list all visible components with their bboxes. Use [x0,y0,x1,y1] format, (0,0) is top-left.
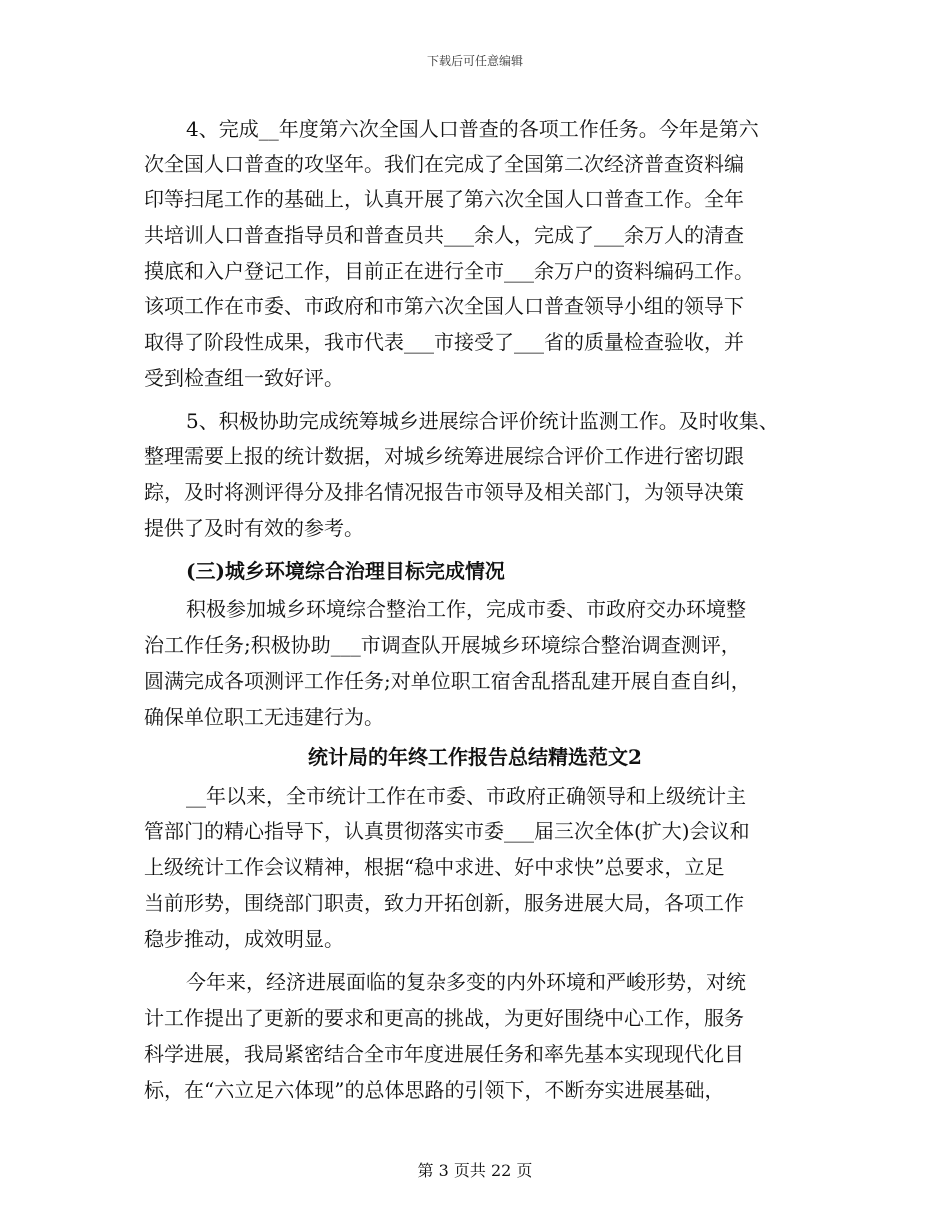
paragraph-line: 整理需要上报的统计数据，对城乡统筹进展综合评价工作进行密切跟 [144,444,744,468]
paragraph-line: 次全国人口普查的攻坚年。我们在完成了全国第二次经济普查资料编 [144,152,744,176]
paragraph-line: 5、积极协助完成统筹城乡进展综合评价统计监测工作。及时收集、 [186,409,779,433]
paragraph-line: 受到检查组一致好评。 [144,366,344,390]
paragraph-line: 标，在“六立足六体现”的总体思路的引领下，不断夯实进展基础， [144,1078,725,1102]
paragraph-line: 治工作任务;积极协助___市调查队开展城乡环境综合整治调查测评， [144,633,741,657]
paragraph-line: 4、完成__年度第六次全国人口普查的各项工作任务。今年是第六 [186,117,759,141]
page-header: 下载后可任意编辑 [426,54,523,68]
paragraph-line: 积极参加城乡环境综合整治工作，完成市委、市政府交办环境整 [186,597,746,621]
document-title: 统计局的年终工作报告总结精选范文2 [308,745,642,769]
paragraph-line: 稳步推动，成效明显。 [144,927,344,951]
paragraph-line: 共培训人口普查指导员和普查员共___余人，完成了___余万人的清查 [144,223,744,247]
paragraph-line: 摸底和入户登记工作，目前正在进行全市___余万户的资料编码工作。 [144,259,754,283]
paragraph-line: 科学进展，我局紧密结合全市年度进展任务和率先基本实现现代化目 [144,1042,744,1066]
paragraph-line: 提供了及时有效的参考。 [144,516,364,540]
paragraph-line: 踪，及时将测评得分及排名情况报告市领导及相关部门，为领导决策 [144,480,744,504]
paragraph-line: 印等扫尾工作的基础上，认真开展了第六次全国人口普查工作。全年 [144,187,744,211]
paragraph-line: 计工作提出了更新的要求和更高的挑战，为更好围绕中心工作，服务 [144,1006,744,1030]
paragraph-line: __年以来，全市统计工作在市委、市政府正确领导和上级统计主 [186,784,746,808]
paragraph-line: 圆满完成各项测评工作任务;对单位职工宿舍乱搭乱建开展自查自纠， [144,669,751,693]
paragraph-line: 管部门的精心指导下，认真贯彻落实市委___届三次全体(扩大)会议和 [144,819,750,843]
page-footer: 第 3 页共 22 页 [417,1161,533,1180]
paragraph-line: 上级统计工作会议精神，根据“稳中求进、好中求快”总要求，立足 [144,855,725,879]
paragraph-line: 今年来，经济进展面临的复杂多变的内外环境和严峻形势，对统 [186,970,746,994]
paragraph-line: 确保单位职工无违建行为。 [144,705,384,729]
paragraph-line: 取得了阶段性成果，我市代表___市接受了___省的质量检查验收，并 [144,330,744,354]
paragraph-line: 该项工作在市委、市政府和市第六次全国人口普查领导小组的领导下 [144,294,744,318]
paragraph-line: 当前形势，围绕部门职责，致力开拓创新，服务进展大局，各项工作 [144,891,744,915]
section-heading: (三)城乡环境综合治理目标完成情况 [186,559,505,583]
